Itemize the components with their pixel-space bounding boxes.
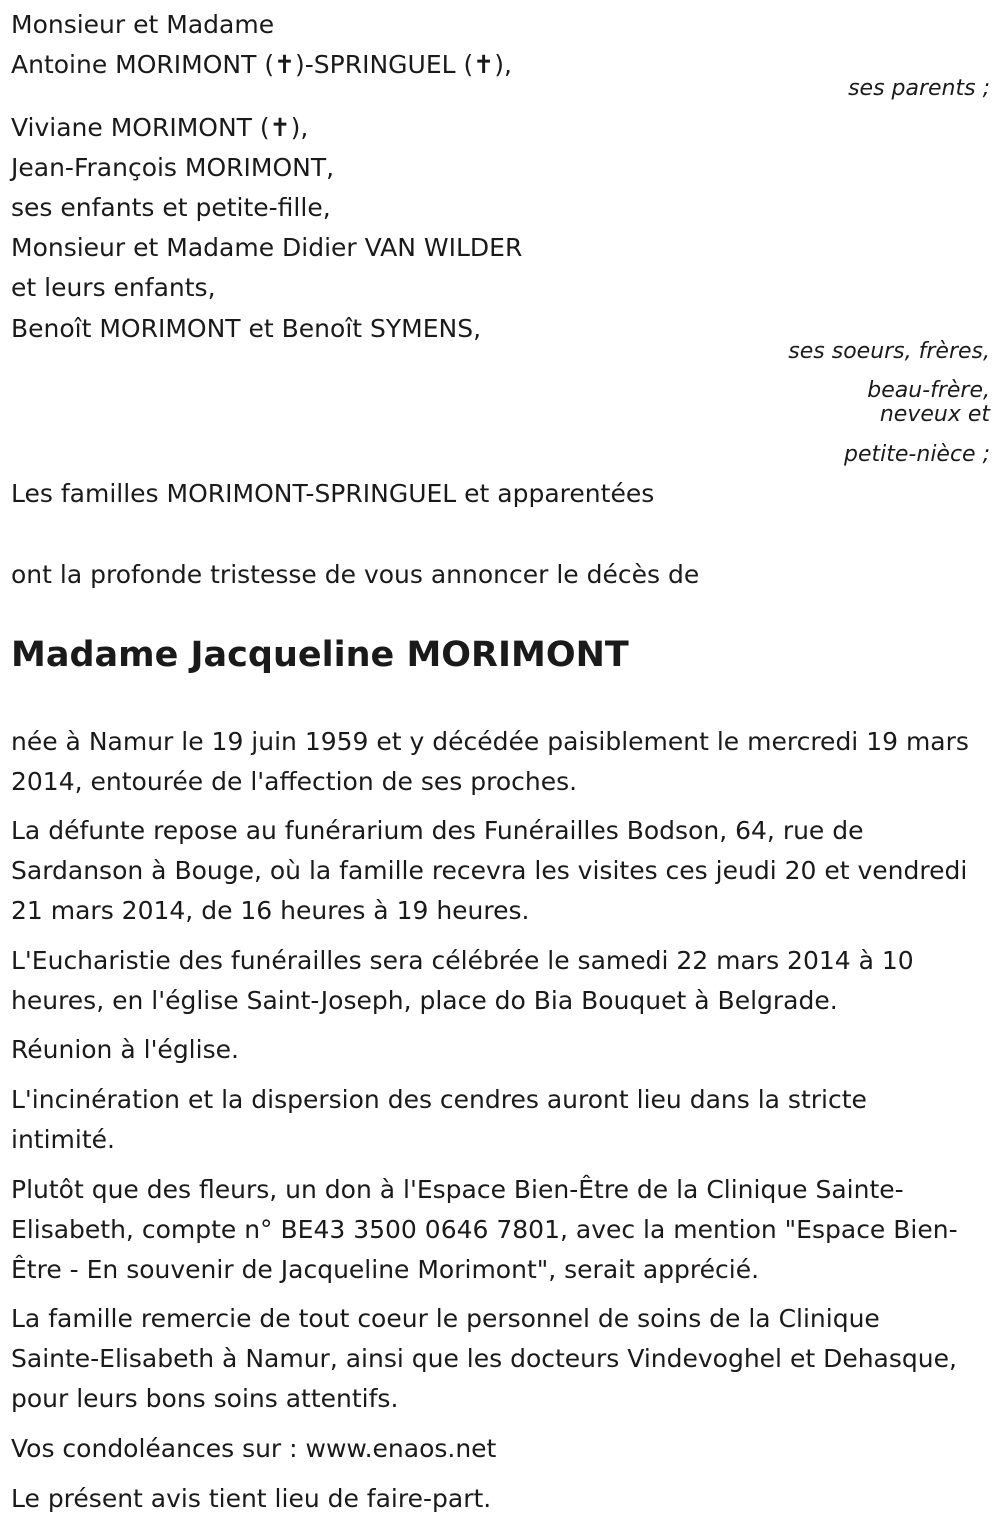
siblings-label-line-3: neveux et [879,402,990,427]
parents-line-2: Antoine MORIMONT (✝)-SPRINGUEL (✝), [11,50,512,79]
siblings-label-line-4: petite-nièce ; [844,442,990,467]
siblings-line-2: Jean-François MORIMONT, [11,153,335,182]
donation-paragraph: Plutôt que des fleurs, un don à l'Espace Bien-Être de la Clinique Sainte-Elisabeth, compte n° BE43 3500 0646 7801, avec la mention "Espace Bien-Être - En souvenir de Jacqueline Morimont", serait apprécié. [11,1175,958,1284]
birth-death-paragraph: née à Namur le 19 juin 1959 et y décédée paisiblement le mercredi 19 mars 2014, entourée de l'affection de ses proches. [11,727,969,796]
siblings-line-1: Viviane MORIMONT (✝), [11,113,309,142]
siblings-line-5: et leurs enfants, [11,273,216,302]
parents-label: ses parents ; [848,76,990,101]
siblings-line-6: Benoît MORIMONT et Benoît SYMENS, [11,314,482,343]
siblings-line-3: ses enfants et petite-fille, [11,193,331,222]
siblings-label-line-1: ses soeurs, frères, [788,339,990,364]
reunion-paragraph: Réunion à l'église. [11,1035,239,1064]
funerarium-paragraph: La défunte repose au funérarium des Funérailles Bodson, 64, rue de Sardanson à Bouge, où la famille recevra les visites ces jeudi 20 et vendredi 21 mars 2014, de 16 heures à 19 heures. [11,816,968,925]
families-line: Les familles MORIMONT-SPRINGUEL et apparentées [11,479,655,508]
deceased-name: Madame Jacqueline MORIMONT [11,635,629,675]
announcement-line: ont la profonde tristesse de vous annoncer le décès de [11,560,700,589]
parents-line-1: Monsieur et Madame [11,10,275,39]
siblings-label-line-2: beau-frère, [867,378,990,403]
notice-paragraph: Le présent avis tient lieu de faire-part. [11,1484,492,1513]
condolences-paragraph: Vos condoléances sur : www.enaos.net [11,1434,497,1463]
siblings-line-4: Monsieur et Madame Didier VAN WILDER [11,233,523,262]
cremation-paragraph: L'incinération et la dispersion des cendres auront lieu dans la stricte intimité. [11,1085,867,1154]
thanks-paragraph: La famille remercie de tout coeur le personnel de soins de la Clinique Sainte-Elisabeth à Namur, ainsi que les docteurs Vindevoghel et Dehasque, pour leurs bons soins attentifs. [11,1304,957,1413]
eucharist-paragraph: L'Eucharistie des funérailles sera célébrée le samedi 22 mars 2014 à 10 heures, en l'église Saint-Joseph, place do Bia Bouquet à Belgrade. [11,946,914,1015]
